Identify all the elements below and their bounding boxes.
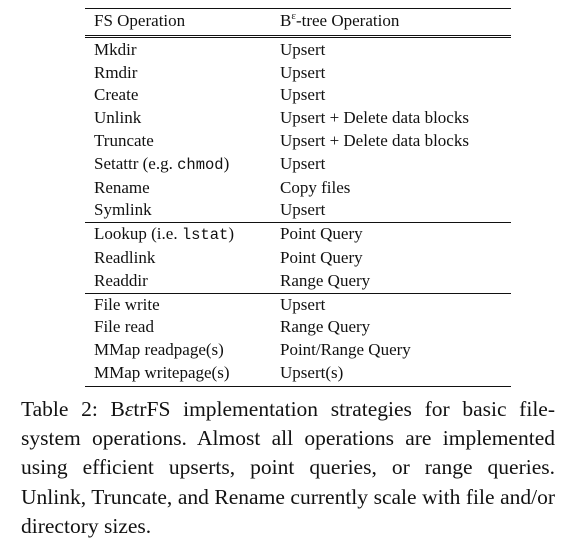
- group-lookup-ops: [85, 223, 511, 293]
- caption-name-epsilon: ε: [124, 397, 134, 421]
- btree-operation-cell: Upsert: [280, 85, 326, 105]
- table-header-row: [85, 9, 511, 37]
- btree-operation-cell: Upsert: [280, 153, 326, 173]
- table-row: [85, 177, 511, 200]
- btree-operation-cell: Point/Range Query: [280, 340, 411, 360]
- btree-operation-cell: Upsert + Delete data blocks: [280, 130, 469, 150]
- table-row: [85, 362, 511, 386]
- fs-operation-cell: Rename: [94, 177, 150, 197]
- header-btree-epsilon: ε: [291, 10, 296, 22]
- fs-operation-cell: Create: [94, 85, 139, 105]
- btree-operation-cell: Copy files: [280, 177, 351, 197]
- fs-operation-text-suffix: ): [223, 153, 230, 173]
- caption-name-rest: trFS: [133, 397, 171, 421]
- table-row: [85, 223, 511, 247]
- fs-operation-cell: MMap readpage(s): [94, 340, 224, 360]
- table-row: [85, 62, 511, 85]
- caption-label: Table 2:: [21, 397, 111, 421]
- fs-operation-text: Setattr (e.g.: [94, 153, 178, 173]
- table-row: [85, 153, 511, 177]
- fs-operation-syscall: chmod: [177, 155, 224, 174]
- fs-operation-cell: MMap writepage(s): [85, 362, 280, 386]
- table-row: [85, 199, 511, 222]
- btree-operation-cell: Upsert: [280, 200, 326, 220]
- table-row: [85, 247, 511, 270]
- fs-operation-cell: Symlink: [94, 200, 152, 220]
- table-row: [85, 270, 511, 293]
- table-row: [85, 339, 511, 362]
- btree-operation-cell: Point Query: [280, 247, 363, 267]
- fs-operation-text-suffix: ): [228, 224, 235, 244]
- btree-operation-cell: Range Query: [280, 317, 371, 337]
- fs-operation-text: Lookup (i.e.: [94, 224, 182, 244]
- btree-operation-cell: Range Query: [280, 270, 371, 290]
- fs-operation-cell: Truncate: [94, 130, 154, 150]
- table-row: [85, 293, 511, 316]
- header-btree-operation: [280, 9, 511, 37]
- group-data-ops: [85, 293, 511, 386]
- fs-operation-cell: Unlink: [94, 108, 142, 128]
- fs-operation-cell: Readdir: [94, 270, 148, 290]
- caption-text: implementation strategies for basic file-system operations. Almost all operations are implemented using efficient upserts, point queries, or range queries. Unlink, Truncate, and Rename currently scale with file and/or directory sizes.: [21, 397, 555, 538]
- btree-operation-cell: Upsert: [280, 293, 511, 316]
- header-btree-b: B: [280, 11, 292, 30]
- fs-operation-cell: Mkdir: [85, 36, 280, 61]
- fs-operation-syscall: lstat: [181, 226, 229, 245]
- table-row: [85, 107, 511, 130]
- fs-operation-cell: Rmdir: [94, 62, 138, 82]
- header-btree-suffix: -tree Operation: [295, 11, 400, 30]
- caption-system-name: [111, 397, 171, 421]
- btree-operation-cell: Upsert(s): [280, 362, 511, 386]
- btree-operation-cell: Upsert + Delete data blocks: [280, 108, 469, 128]
- table-row: [85, 36, 511, 61]
- header-fs-operation: FS Operation: [85, 9, 280, 37]
- fs-operation-cell: [85, 153, 280, 177]
- btree-operation-cell: Upsert: [280, 62, 326, 82]
- table-row: [85, 130, 511, 153]
- table-row: [85, 316, 511, 339]
- btree-operation-cell: Point Query: [280, 223, 511, 247]
- fs-operation-cell: File write: [85, 293, 280, 316]
- fs-operation-cell: Readlink: [94, 247, 156, 267]
- btree-operation-cell: Upsert: [280, 36, 511, 61]
- group-namespace-ops: [85, 36, 511, 222]
- fs-operation-cell: [85, 223, 280, 247]
- strategy-table: [85, 8, 511, 387]
- caption-name-b: B: [110, 397, 125, 421]
- table-row: [85, 84, 511, 107]
- fs-operation-cell: File read: [94, 317, 154, 337]
- table-caption: [21, 395, 555, 541]
- strategy-table-container: [85, 8, 511, 387]
